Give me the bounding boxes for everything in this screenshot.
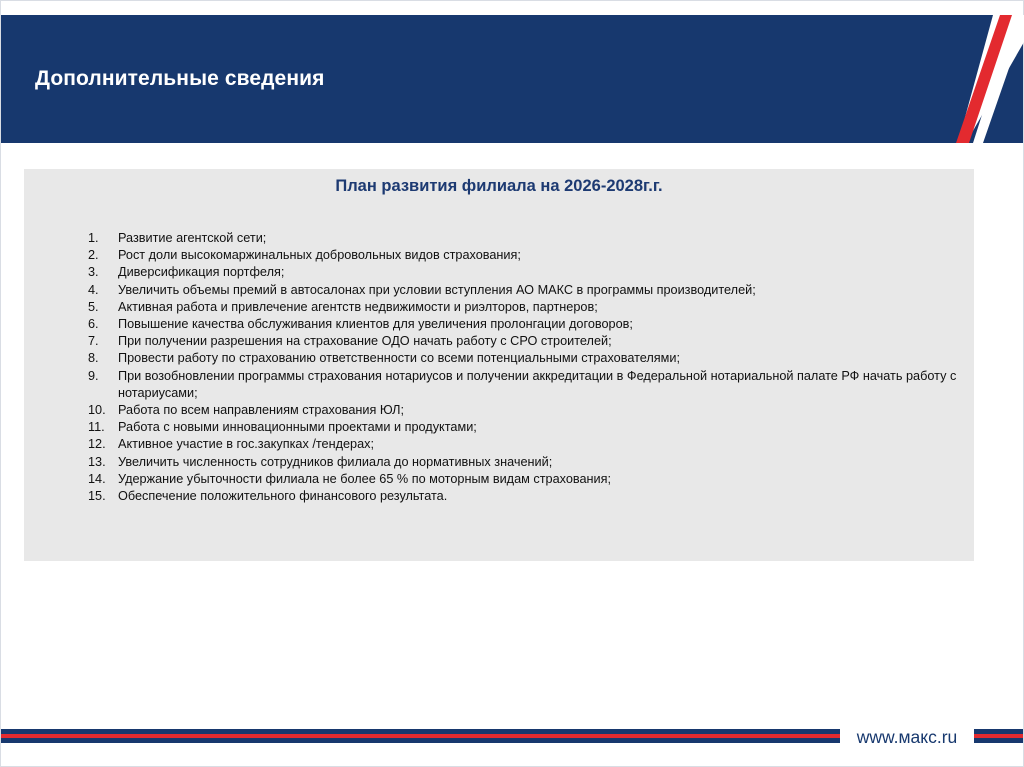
item-number: 7. — [88, 334, 99, 349]
item-number: 5. — [88, 299, 99, 314]
list-item — [88, 471, 968, 488]
item-text: При получении разрешения на страхование ОДО начать работу с СРО строителей; — [118, 334, 612, 349]
item-number: 14. — [88, 471, 106, 486]
list-item — [88, 402, 968, 419]
item-number: 13. — [88, 454, 106, 469]
list-item — [88, 436, 968, 453]
plan-panel — [24, 169, 974, 561]
list-item — [88, 368, 968, 402]
item-text: Активное участие в гос.закупках /тендерах; — [118, 437, 375, 452]
item-text: Активная работа и привлечение агентств недвижимости и риэлторов, партнеров; — [118, 299, 598, 314]
page-title: Дополнительные сведения — [35, 67, 325, 90]
item-number: 9. — [88, 368, 99, 383]
list-item — [88, 333, 968, 350]
list-item — [88, 419, 968, 436]
item-number: 15. — [88, 489, 106, 504]
item-number: 4. — [88, 282, 99, 297]
list-item — [88, 299, 968, 316]
item-number: 11. — [88, 420, 105, 435]
list-item — [88, 247, 968, 264]
item-number: 1. — [88, 231, 99, 245]
item-number: 12. — [88, 437, 106, 452]
item-text: Повышение качества обслуживания клиентов для увеличения пролонгации договоров; — [118, 317, 633, 332]
list-item — [88, 454, 968, 471]
item-text: Работа с новыми инновационными проектами и продуктами; — [118, 420, 477, 435]
list-item — [88, 488, 968, 505]
item-number: 3. — [88, 265, 99, 280]
item-number: 10. — [88, 403, 106, 418]
item-text: Обеспечение положительного финансового результата. — [118, 489, 448, 504]
item-text: Удержание убыточности филиала не более 65 % по моторным видам страхования; — [118, 471, 612, 486]
brand-stripes-graphic — [930, 15, 1024, 143]
website-link[interactable]: www.макс.ru — [840, 727, 974, 747]
list-item — [88, 264, 968, 281]
item-text: При возобновлении программы страхования нотариусов и получении аккредитации в Федеральной нотариальной палате РФ начать работу с нотариусами; — [118, 368, 957, 400]
item-number: 6. — [88, 317, 99, 332]
list-item — [88, 350, 968, 367]
list-item — [88, 316, 968, 333]
item-number: 8. — [88, 351, 99, 366]
list-item — [88, 282, 968, 299]
plan-list — [88, 230, 968, 505]
item-text: Диверсификация портфеля; — [118, 265, 285, 280]
item-text: Развитие агентской сети; — [118, 231, 267, 245]
item-number: 2. — [88, 248, 99, 263]
plan-heading: План развития филиала на 2026-2028г.г. — [335, 177, 663, 195]
list-item — [88, 230, 968, 247]
item-text: Провести работу по страхованию ответственности со всеми потенциальными страхователями; — [118, 351, 681, 366]
item-text: Увеличить объемы премий в автосалонах при условии вступления АО МАКС в программы производителей; — [118, 282, 756, 297]
item-text: Увеличить численность сотрудников филиала до нормативных значений; — [118, 454, 553, 469]
item-text: Работа по всем направлениям страхования ЮЛ; — [118, 403, 405, 418]
item-text: Рост доли высокомаржинальных добровольных видов страхования; — [118, 248, 521, 263]
